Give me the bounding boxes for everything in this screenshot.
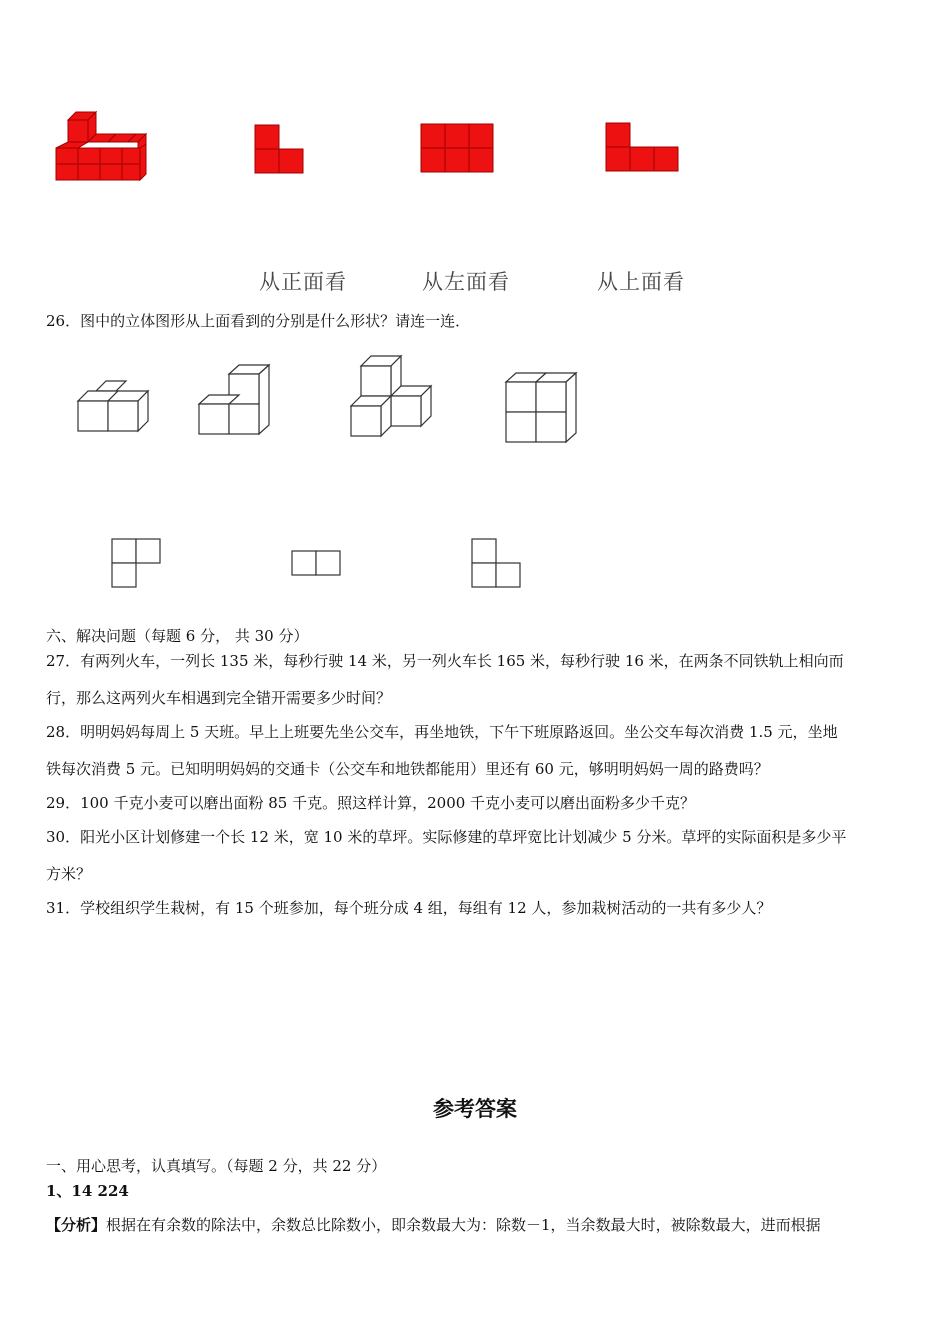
answer-1: 1、14 224 — [46, 1182, 129, 1200]
question-30-line-1: 30．阳光小区计划修建一个长 12 米，宽 10 米的草坪。实际修建的草坪宽比计划减少 5 分米。草坪的实际面积是多少平 — [46, 828, 847, 846]
question-31: 31．学校组织学生栽树，有 15 个班参加，每个班分成 4 组，每组有 12 人，参加栽树活动的一共有多少人？ — [46, 899, 772, 917]
question-28-line-1: 28．明明妈妈每周上 5 天班。早上上班要先坐公交车，再坐地铁，下午下班原路返回。坐公交车每次消费 1.5 元，坐地 — [46, 723, 838, 741]
question-27-line-1: 27．有两列火车，一列长 135 米，每秒行驶 14 米，另一列火车长 165 米，每秒行驶 16 米，在两条不同铁轨上相向而 — [46, 652, 844, 670]
label-left-view: 从左面看 — [422, 270, 510, 294]
cube-solid-1 — [76, 380, 152, 434]
top-view-shape-3 — [471, 538, 523, 590]
analysis-line — [46, 1216, 821, 1234]
question-30-line-2: 方米？ — [46, 865, 92, 883]
red-3d-solid-figure — [50, 108, 150, 186]
question-28-line-2: 铁每次消费 5 元。已知明明妈妈的交通卡（公交车和地铁都能用）里还有 60 元，够明明妈妈一周的路费吗？ — [46, 760, 769, 778]
red-front-view — [254, 124, 306, 176]
question-26: 26．图中的立体图形从上面看到的分别是什么形状？请连一连． — [46, 312, 471, 330]
label-top-view: 从上面看 — [597, 270, 685, 294]
cube-solid-2 — [197, 364, 273, 438]
question-27-line-2: 行，那么这两列火车相遇到完全错开需要多少时间？ — [46, 689, 392, 707]
top-view-shape-2 — [291, 550, 343, 578]
red-top-view — [605, 122, 681, 174]
question-29: 29．100 千克小麦可以磨出面粉 85 千克。照这样计算，2000 千克小麦可以磨出面粉多少千克？ — [46, 794, 696, 812]
label-front-view: 从正面看 — [259, 270, 347, 294]
cube-solid-4 — [504, 372, 580, 446]
analysis-text: 根据在有余数的除法中，余数总比除数小，即余数最大为：除数－1，当余数最大时，被除数最大，进而根据 — [106, 1216, 821, 1234]
top-view-shape-1 — [111, 538, 163, 590]
analysis-tag: 【分析】 — [46, 1216, 107, 1234]
red-left-view — [420, 123, 496, 175]
answer-title: 参考答案 — [433, 1097, 517, 1121]
section-6-header: 六、解决问题（每题 6 分， 共 30 分） — [46, 627, 309, 645]
answer-section-1-header: 一、用心思考，认真填写。（每题 2 分，共 22 分） — [46, 1157, 387, 1175]
cube-solid-3 — [349, 354, 435, 440]
